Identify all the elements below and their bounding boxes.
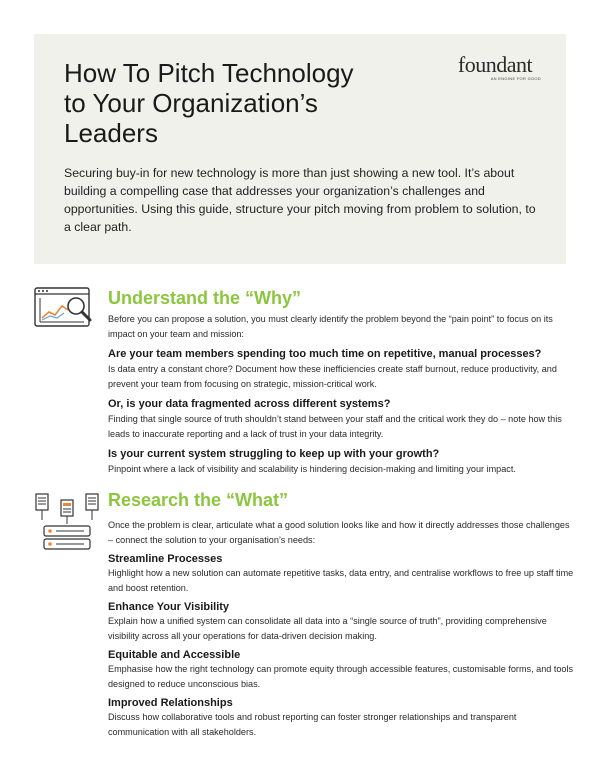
question-text: Finding that single source of truth shouldn’t stand between your staff and the critical work they do – note how this leads to inaccurate reporting and a lack of trust in your data integrity.	[108, 414, 562, 439]
page-title: How To Pitch Technology to Your Organization’s Leaders	[64, 58, 354, 148]
intro-paragraph: Securing buy-in for new technology is more than just showing a new tool. It’s about building a compelling case that addresses your organization’s challenges and opportunities. Using this guide, structure your pitch moving from problem to solution, to a clear path.	[64, 166, 536, 234]
question-heading: Is your current system struggling to keep up with your growth?	[108, 448, 440, 460]
question-heading: Or, is your data fragmented across different systems?	[108, 398, 391, 410]
hero-panel	[34, 34, 566, 264]
logo-tagline: AN ENGINE FOR GOOD	[490, 76, 541, 81]
feature-heading: Improved Relationships	[108, 697, 233, 709]
section-intro-what: Once the problem is clear, articulate what a good solution looks like and how it directly addresses those challenges – connect the solution to your organisation’s needs:	[108, 520, 570, 545]
question-text: Pinpoint where a lack of visibility and scalability is hindering decision-making and limiting your impact.	[108, 464, 516, 474]
feature-heading: Enhance Your Visibility	[108, 601, 230, 613]
section-what	[34, 490, 574, 750]
section-title-what: Research the “What”	[108, 490, 289, 510]
feature-heading: Streamline Processes	[108, 553, 223, 565]
feature-text: Emphasise how the right technology can promote equity through accessible features, customisable forms, and tools designed to reduce unconscious bias.	[108, 664, 574, 689]
foundant-logo	[449, 54, 541, 82]
section-intro-why: Before you can propose a solution, you must clearly identify the problem beyond the “pain point” to focus on its impact on your team and mission:	[108, 314, 553, 339]
question-heading: Are your team members spending too much time on repetitive, manual processes?	[108, 348, 542, 360]
feature-text: Discuss how collaborative tools and robust reporting can foster stronger relationships and transparent communication with all stakeholders.	[108, 712, 517, 737]
logo-wordmark: foundant	[457, 52, 533, 77]
feature-text: Highlight how a new solution can automate repetitive tasks, data entry, and centralise workflows to free up staff time and boost retention.	[108, 568, 574, 593]
analytics-magnifier-icon	[34, 286, 100, 332]
feature-heading: Equitable and Accessible	[108, 649, 241, 661]
question-text: Is data entry a constant chore? Document how these inefficiencies create staff burnout, reduce productivity, and prevent your team from focusing on strategic, mission-critical work.	[108, 364, 557, 389]
section-why	[34, 286, 574, 476]
documents-database-icon	[34, 490, 100, 556]
feature-text: Explain how a unified system can consolidate all data into a “single source of truth”, providing comprehensive visibility across all your operations for data-driven decision making.	[108, 616, 547, 641]
section-title-why: Understand the “Why”	[108, 288, 302, 308]
